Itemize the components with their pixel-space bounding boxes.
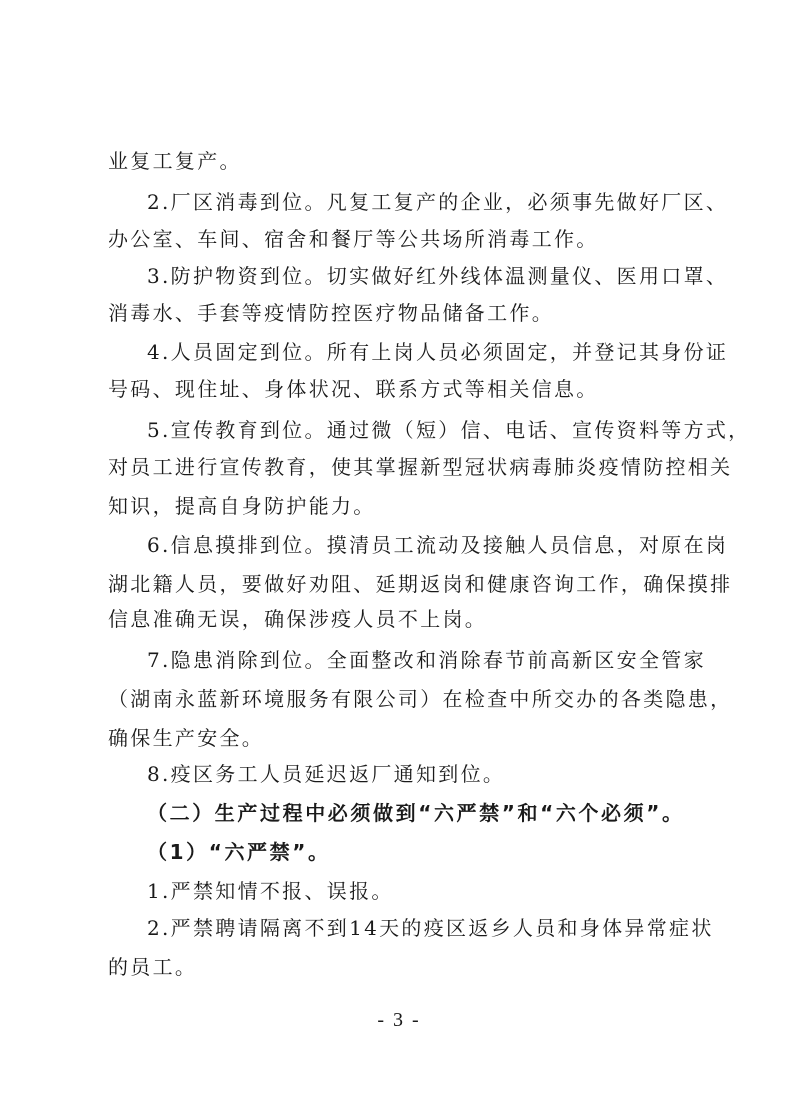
text-line: 对员工进行宣传教育，使其掌握新型冠状病毒肺炎疫情防控相关 [108, 455, 733, 479]
text-line: 1.严禁知情不报、误报。 [147, 879, 394, 903]
text-line: 2.严禁聘请隔离不到14天的疫区返乡人员和身体异常症状 [147, 916, 714, 940]
text-line: 的员工。 [108, 955, 198, 979]
text-line: 3.防护物资到位。切实做好红外线体温测量仪、医用口罩、 [147, 264, 729, 288]
text-line: 消毒水、手套等疫情防控医疗物品储备工作。 [108, 301, 554, 325]
text-line: 7.隐患消除到位。全面整改和消除春节前高新区安全管家 [147, 648, 706, 672]
subsection-heading: （1）“六严禁”。 [147, 840, 331, 864]
text-line: 4.人员固定到位。所有上岗人员必须固定，并登记其身份证 [147, 340, 729, 364]
text-line: 湖北籍人员，要做好劝阻、延期返岗和健康咨询工作，确保摸排 [108, 572, 733, 596]
text-line: 确保生产安全。 [108, 726, 265, 750]
text-line: 办公室、车间、宿舍和餐厅等公共场所消毒工作。 [108, 227, 599, 251]
text-line: 8.疫区务工人员延迟返厂通知到位。 [147, 762, 506, 786]
text-line: 信息准确无误，确保涉疫人员不上岗。 [108, 607, 488, 631]
text-line: 5.宣传教育到位。通过微（短）信、电话、宣传资料等方式， [147, 418, 751, 442]
text-line: （湖南永蓝新环境服务有限公司）在检查中所交办的各类隐患， [108, 687, 733, 711]
section-heading: （二）生产过程中必须做到“六严禁”和“六个必须”。 [147, 801, 685, 825]
text-line: 业复工复产。 [108, 149, 242, 173]
text-line: 知识，提高自身防护能力。 [108, 494, 376, 518]
page-number: - 3 - [377, 1009, 421, 1031]
text-line: 号码、现住址、身体状况、联系方式等相关信息。 [108, 377, 599, 401]
text-line: 6.信息摸排到位。摸清员工流动及接触人员信息，对原在岗 [147, 533, 729, 557]
text-line: 2.厂区消毒到位。凡复工复产的企业，必须事先做好厂区、 [147, 190, 729, 214]
